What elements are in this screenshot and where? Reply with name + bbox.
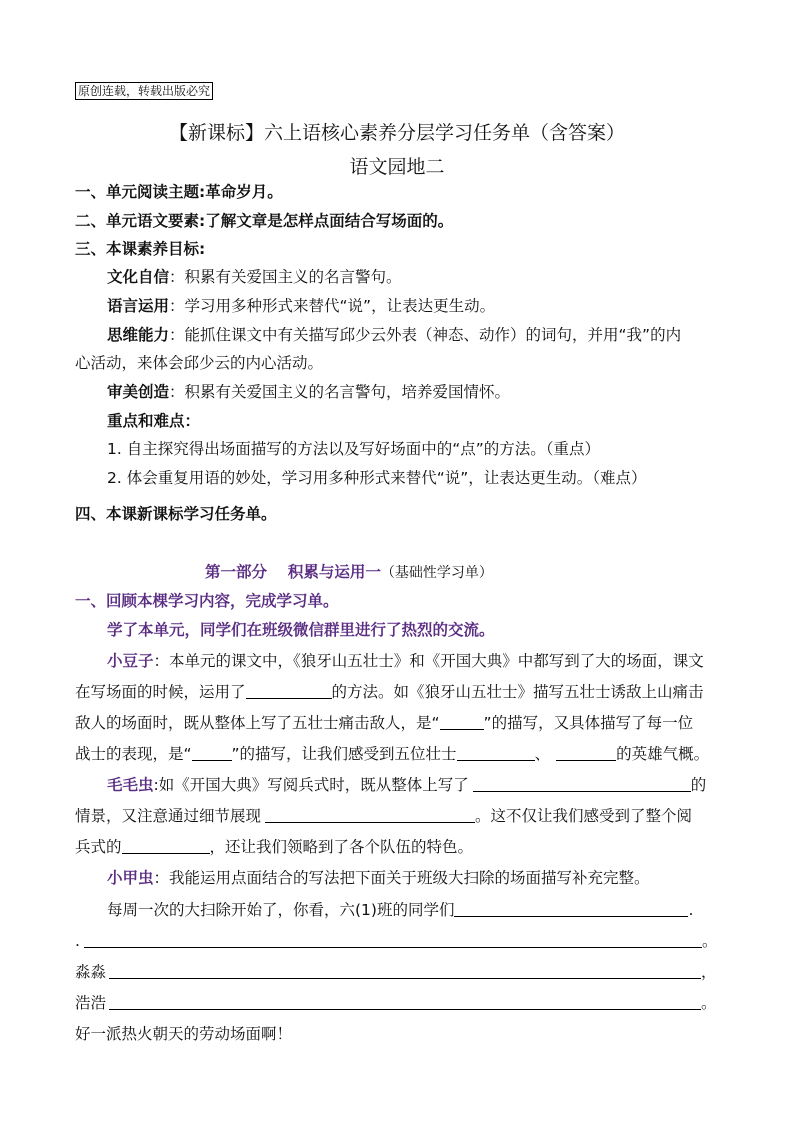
xiaojiachong-line-6: 好一派热火朝天的劳动场面啊！: [75, 1025, 293, 1043]
section-2-value: 了解文章是怎样点面结合写场面的。: [205, 212, 454, 230]
goal-thinking-text: ：能抓住课文中有关描写邱少云外表（神态、动作）的词句，并用“我”的内: [169, 326, 682, 344]
task-1-intro: 学了本单元，同学们在班级微信群里进行了热烈的交流。: [107, 621, 495, 639]
fill-blank-details[interactable]: [265, 806, 475, 823]
xiaojiachong-text-3a: .: [75, 932, 80, 950]
xiaojiachong-line-4: [75, 961, 717, 983]
xiaojiachong-text-5b: 。: [701, 994, 717, 1012]
page-subtitle: 语文园地二: [349, 156, 445, 178]
section-3: 三、本课素养目标:: [75, 240, 206, 258]
section-4: 四、本课新课标学习任务单。: [75, 505, 277, 523]
xiaodouzi-text-4b: ”的描写，让我们感受到五位壮士: [231, 745, 457, 763]
xiaodouzi-text-2a: 在写场面的时候，运用了: [75, 683, 246, 701]
xiaodouzi-line-3: [75, 712, 693, 734]
goal-thinking-cont: 心活动，来体会邱少云的内心活动。: [75, 354, 324, 372]
speaker-xiaodouzi: 小豆子: [107, 652, 154, 670]
fill-blank-spirit-2[interactable]: [556, 744, 616, 761]
fill-blank-miaomiao[interactable]: [109, 962, 701, 979]
xiaodouzi-line-4: [75, 743, 709, 765]
fill-blank-momentum[interactable]: [122, 837, 210, 854]
maomaochong-text-3b: ，还让我们领略到了各个队伍的特色。: [209, 838, 474, 856]
xiaojiachong-text-5a: 浩浩: [75, 994, 107, 1012]
maomaochong-line-1: [107, 774, 706, 796]
goal-culture-text: ：积累有关爱国主义的名言警句。: [169, 268, 402, 286]
goal-culture: [107, 266, 402, 288]
fill-blank-overview-cont[interactable]: [84, 931, 702, 948]
part-1-heading: [205, 561, 493, 584]
goal-language-text: ：学习用多种形式来替代“说”，让表达更生动。: [169, 297, 496, 315]
fill-blank-spirit-1[interactable]: [457, 744, 535, 761]
fill-blank-point[interactable]: [192, 744, 232, 761]
goal-language-label: 语言运用: [107, 297, 170, 315]
maomaochong-text-2b: 。这不仅让我们感受到了整个阅: [475, 807, 693, 825]
xiaodouzi-text-3b: ”的描写，又具体描写了每一位: [483, 714, 694, 732]
keypoint-2: 2. 体会重复用语的妙处，学习用多种形式来替代“说”，让表达更生动。（难点）: [107, 469, 647, 487]
goal-aesthetic-text: ：积累有关爱国主义的名言警句，培养爱国情怀。: [169, 383, 511, 401]
fill-blank-haohao[interactable]: [109, 993, 701, 1010]
section-1: [75, 181, 283, 203]
fill-blank-method[interactable]: [246, 682, 332, 699]
xiaodouzi-text-4a: 战士的表现，是“: [75, 745, 192, 763]
part-1-title: 第一部分 积累与运用一: [205, 563, 381, 581]
keypoints-heading: 重点和难点：: [107, 412, 201, 430]
goal-thinking-label: 思维能力: [107, 326, 170, 344]
speaker-maomaochong: 毛毛虫: [107, 776, 154, 794]
fill-blank-face[interactable]: [440, 713, 484, 730]
task-1-heading: 一、回顾本棵学习内容，完成学习单。: [75, 592, 339, 610]
keypoint-1: 1. 自主探究得出场面描写的方法以及写好场面中的“点”的方法。（重点）: [107, 440, 601, 458]
goal-language: [107, 295, 495, 317]
maomaochong-text-1a: :如《开国大典》写阅兵式时，既从整体上写了: [153, 776, 469, 794]
xiaodouzi-text-4d: 的英雄气概。: [616, 745, 710, 763]
xiaojiachong-line-5: [75, 992, 717, 1014]
xiaojiachong-text-3b: 。: [701, 932, 718, 950]
xiaojiachong-text-4b: ，: [701, 963, 717, 981]
goal-aesthetic-label: 审美创造: [107, 383, 170, 401]
copyright-notice: 原创连载，转载出版必究: [75, 82, 213, 100]
fill-blank-class-overview[interactable]: [454, 900, 688, 917]
goal-culture-label: 文化自信: [107, 268, 170, 286]
part-1-note: （基础性学习单）: [380, 565, 493, 581]
xiaojiachong-text-4a: 淼淼: [75, 963, 107, 981]
maomaochong-line-2: [75, 805, 692, 827]
xiaojiachong-line-3: [75, 930, 717, 952]
xiaodouzi-line-2: [75, 681, 704, 703]
maomaochong-text-3a: 兵式的: [75, 838, 122, 856]
goal-thinking: [107, 324, 681, 346]
xiaojiachong-text-2b: .: [688, 901, 694, 919]
maomaochong-text-1b: 的: [690, 776, 707, 794]
speaker-xiaojiachong: 小甲虫: [107, 869, 154, 887]
page-title: 【新课标】六上语核心素养分层学习任务单（含答案）: [168, 122, 625, 144]
xiaojiachong-line-2: [107, 899, 693, 921]
xiaojiachong-line-1: [107, 867, 650, 889]
maomaochong-line-3: [75, 836, 473, 858]
fill-blank-whole-scene[interactable]: [473, 775, 691, 792]
xiaojiachong-text-1: ：我能运用点面结合的写法把下面关于班级大扫除的场面描写补充完整。: [153, 869, 650, 887]
xiaodouzi-line-1: [107, 650, 704, 672]
section-1-label: 一、单元阅读主题:: [75, 183, 206, 201]
goal-aesthetic: [107, 381, 510, 403]
xiaojiachong-text-2a: 每周一次的大扫除开始了，你看，六(1)班的同学们: [107, 901, 455, 919]
section-1-value: 革命岁月。: [205, 183, 283, 201]
xiaodouzi-text-1: ：本单元的课文中，《狼牙山五壮士》和《开国大典》中都写到了大的场面，课文: [153, 652, 704, 670]
section-2: [75, 210, 453, 232]
xiaodouzi-text-4c: 、: [534, 745, 551, 763]
xiaodouzi-text-2b: 的方法。如《狼牙山五壮士》描写五壮士诱敌上山痛击: [331, 683, 704, 701]
xiaodouzi-text-3a: 敌人的场面时，既从整体上写了五壮士痛击敌人，是“: [75, 714, 440, 732]
section-2-label: 二、单元语文要素:: [75, 212, 206, 230]
maomaochong-text-2a: 情景，又注意通过细节展现: [75, 807, 262, 825]
